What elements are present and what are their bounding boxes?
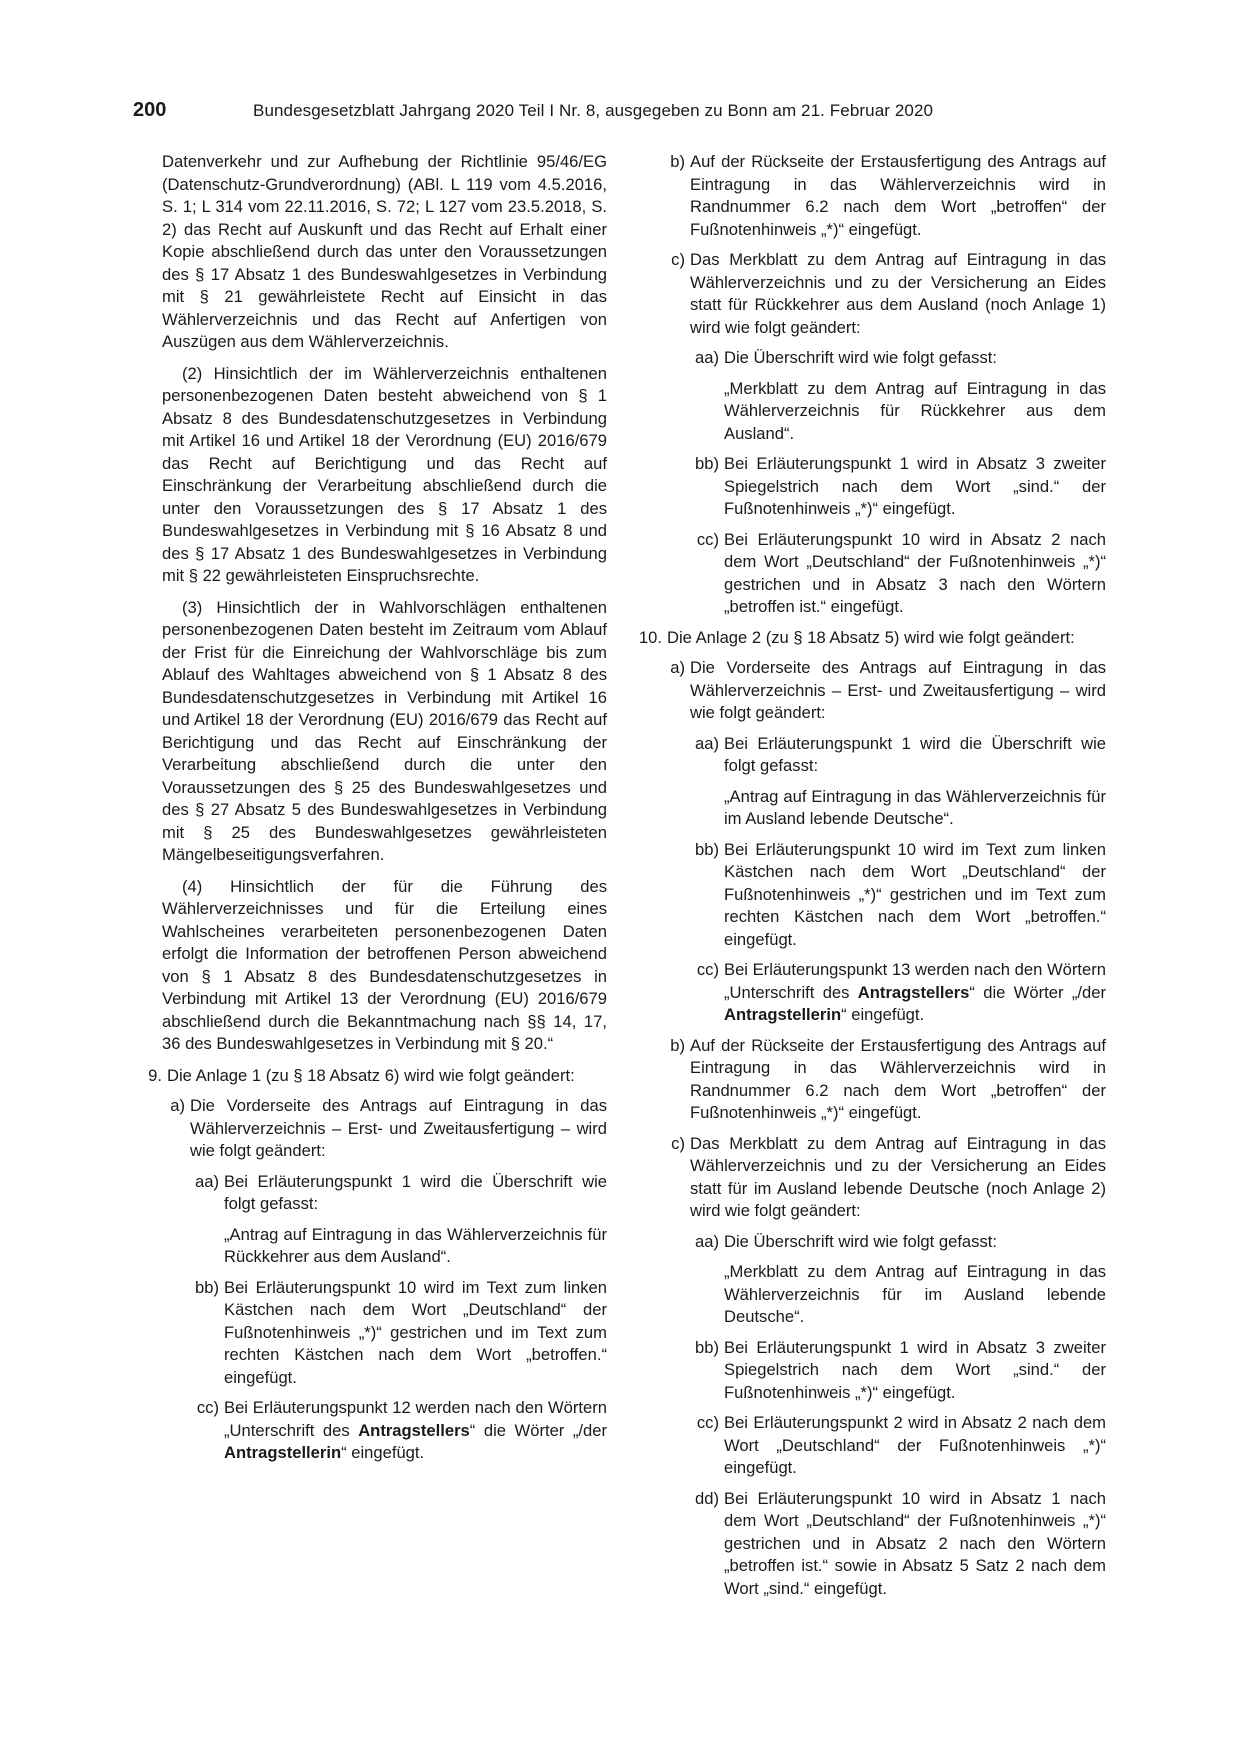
quote: „Merkblatt zu dem Antrag auf Eintragung in das Wählerverzeichnis für Rückkehrer aus dem Ausland“. bbox=[724, 378, 1106, 443]
item-marker: dd) bbox=[695, 1488, 719, 1508]
paragraph: Datenverkehr und zur Aufhebung der Richtlinie 95/46/EG (Datenschutz-Grundverordnung) (ABl. L 119 vom 4.5.2016, S. 1; L 314 vom 22.11.2016, S. 72; L 127 vom 23.5.2018, S. 2) das Recht auf Auskunft und das Recht auf Erhalt einer Kopie abschließend durch das unter den Voraussetzungen des § 17 Absatz 1 des Bundeswahlgesetzes in Verbindung mit § 21 gewährleistete Recht auf Einsicht in das Wählerverzeichnis und das Recht auf Anfertigen von Auszügen aus dem Wählerverzeichnis. bbox=[162, 152, 607, 351]
bold-term: Antragstellerin bbox=[224, 1443, 342, 1462]
item-marker: b) bbox=[670, 1035, 685, 1055]
item-text: Bei Erläuterungspunkt 1 wird die Überschrift wie folgt gefasst: bbox=[224, 1171, 607, 1213]
item-marker: bb) bbox=[195, 1277, 219, 1297]
list-item-dd bbox=[685, 1488, 1106, 1601]
bold-term: Antragstellerin bbox=[724, 1005, 842, 1024]
item-text: Auf der Rückseite der Erstausfertigung des Antrags auf Eintragung in das Wählerverzeichnis wird in Randnummer 6.2 nach dem Wort „betroffen“ der Fußnotenhinweis „*)“ eingefügt. bbox=[690, 152, 1106, 239]
item-text: Bei Erläuterungspunkt 2 wird in Absatz 2 nach dem Wort „Deutschland“ der Fußnotenhinweis „*)“ eingefügt. bbox=[724, 1413, 1106, 1477]
paragraph-4: (4) Hinsichtlich der für die Führung des Wählerverzeichnisses und für die Erteilung eines Wahlscheines verarbeiteten personenbezogenen Daten erfolgt die Information der betroffenen Person abweichend von § 1 Absatz 8 des Bundesdatenschutzgesetzes in Verbindung mit Artikel 13 der Verordnung (EU) 2016/679 abschließend durch die Bekanntmachung nach §§ 14, 17, 36 des Bundeswahlgesetzes in Verbindung mit § 20.“ bbox=[162, 876, 607, 1053]
item-marker: cc) bbox=[696, 960, 719, 979]
item-text: Die Anlage 1 (zu § 18 Absatz 6) wird wie folgt geändert: bbox=[167, 1065, 575, 1085]
list-item-10 bbox=[635, 627, 1106, 650]
list-item-aa bbox=[685, 347, 1106, 370]
list-item-cc bbox=[685, 529, 1106, 619]
item-marker: bb) bbox=[695, 839, 719, 859]
item-text: Bei Erläuterungspunkt 10 wird in Absatz 2 nach dem Wort „Deutschland“ der Fußnotenhinweis „*)“ gestrichen und in Absatz 3 nach den Wörtern „betroffen ist.“ eingefügt. bbox=[724, 529, 1106, 616]
item-text: Das Merkblatt zu dem Antrag auf Eintragung in das Wählerverzeichnis und zu der Versicherung an Eides statt für im Ausland lebende Deutsche (noch Anlage 2) wird wie folgt geändert: bbox=[690, 1133, 1106, 1220]
list-item-a bbox=[662, 657, 1106, 725]
list-item-cc bbox=[685, 959, 1106, 1027]
bold-term: Antragstellers bbox=[857, 982, 970, 1002]
item-text: Die Überschrift wird wie folgt gefasst: bbox=[724, 1231, 997, 1251]
item-text: Bei Erläuterungspunkt 1 wird in Absatz 3 zweiter Spiegelstrich nach dem Wort „sind.“ der Fußnotenhinweis „*)“ eingefügt. bbox=[724, 454, 1106, 518]
item-marker: 9. bbox=[148, 1065, 162, 1085]
item-marker: b) bbox=[670, 152, 685, 171]
item-text: Bei Erläuterungspunkt 1 wird in Absatz 3 zweiter Spiegelstrich nach dem Wort „sind.“ der Fußnotenhinweis „*)“ eingefügt. bbox=[724, 1337, 1106, 1402]
item-text: Das Merkblatt zu dem Antrag auf Eintragung in das Wählerverzeichnis und zu der Versicherung an Eides statt für Rückkehrer aus dem Ausland (noch Anlage 1) wird wie folgt geändert: bbox=[690, 250, 1106, 337]
page-header bbox=[133, 99, 998, 125]
list-item-aa bbox=[685, 733, 1106, 778]
list-item-bb bbox=[685, 1337, 1106, 1405]
item-marker: 10. bbox=[638, 627, 662, 647]
quote: „Merkblatt zu dem Antrag auf Eintragung in das Wählerverzeichnis für im Ausland lebende Deutsche“. bbox=[724, 1262, 1106, 1326]
item-marker: aa) bbox=[695, 348, 719, 367]
list-item-bb bbox=[685, 453, 1106, 521]
list-item-b bbox=[662, 151, 1106, 241]
item-marker: c) bbox=[671, 1133, 685, 1153]
paragraph-3: (3) Hinsichtlich der in Wahlvorschlägen enthaltenen personenbezogenen Daten besteht im Zeitraum vom Ablauf der Frist für die Einreichung der Wahlvorschläge bis zum Ablauf des Wahltages abweichend von § 1 Absatz 8 des Bundesdatenschutzgesetzes in Verbindung mit Artikel 16 und Artikel 18 der Verordnung (EU) 2016/679 das Recht auf Berichtigung und das Recht auf Einschränkung der Verarbeitung abschließend durch die unter den Voraussetzungen des § 25 des Bundeswahlgesetzes und des § 27 Absatz 5 des Bundeswahlgesetzes in Verbindung mit § 25 des Bundeswahlgesetzes gewährleisteten Mängelbeseitigungsverfahren. bbox=[162, 597, 607, 864]
paragraph-2: (2) Hinsichtlich der im Wählerverzeichnis enthaltenen personenbezogenen Daten besteht abweichend von § 1 Absatz 8 des Bundesdatenschutzgesetzes in Verbindung mit Artikel 16 und Artikel 18 der Verordnung (EU) 2016/679 das Recht auf Berichtigung und das Recht auf Einschränkung der Verarbeitung abschließend durch die unter den Voraussetzungen des § 17 Absatz 1 des Bundeswahlgesetzes in Verbindung mit § 16 Absatz 8 und des § 17 Absatz 1 des Bundeswahlgesetzes in Verbindung mit § 22 gewährleisteten Einspruchsrechte. bbox=[162, 363, 607, 585]
item-text: Auf der Rückseite der Erstausfertigung des Antrags auf Eintragung in das Wählerverzeichnis wird in Randnummer 6.2 nach dem Wort „betroffen“ der Fußnotenhinweis „*)“ eingefügt. bbox=[690, 1035, 1106, 1122]
quote: „Antrag auf Eintragung in das Wählerverzeichnis für Rückkehrer aus dem Ausland“. bbox=[224, 1224, 607, 1266]
item-marker: bb) bbox=[695, 1337, 719, 1357]
item-text: Bei Erläuterungspunkt 10 wird in Absatz 1 nach dem Wort „Deutschland“ der Fußnotenhinweis „*)“ gestrichen und in Absatz 2 nach den Wörtern „betroffen ist.“ sowie in Absatz 5 Satz 2 nach dem Wort „sind.“ eingefügt. bbox=[724, 1488, 1106, 1598]
item-text: Die Vorderseite des Antrags auf Eintragung in das Wählerverzeichnis – Erst- und Zweitausfertigung – wird wie folgt geändert: bbox=[190, 1096, 607, 1160]
item-marker: aa) bbox=[695, 1231, 719, 1251]
item-marker: a) bbox=[670, 658, 685, 677]
list-item-c bbox=[662, 1133, 1106, 1223]
item-text: Die Überschrift wird wie folgt gefasst: bbox=[724, 348, 997, 367]
item-marker: cc) bbox=[196, 1398, 219, 1417]
item-text: Bei Erläuterungspunkt 10 wird im Text zum linken Kästchen nach dem Wort „Deutschland“ der Fußnotenhinweis „*)“ gestrichen und im Text zum rechten Kästchen nach dem Wort „betroffen.“ eingefügt. bbox=[724, 839, 1106, 949]
list-item-aa bbox=[685, 1231, 1106, 1254]
list-item-cc bbox=[185, 1397, 607, 1465]
item-text: Bei Erläuterungspunkt 1 wird die Überschrift wie folgt gefasst: bbox=[724, 733, 1106, 775]
item-marker: bb) bbox=[695, 454, 719, 473]
item-marker: cc) bbox=[696, 529, 719, 549]
item-text: Bei Erläuterungspunkt 10 wird im Text zum linken Kästchen nach dem Wort „Deutschland“ der Fußnotenhinweis „*)“ gestrichen und im Text zum rechten Kästchen nach dem Wort „betroffen.“ eingefügt. bbox=[224, 1277, 607, 1387]
list-item-b bbox=[662, 1035, 1106, 1125]
item-text: Bei Erläuterungspunkt 13 werden nach den Wörtern „Unterschrift des Antragstellers“ die Wörter „/der Antragstellerin“ eingefügt. bbox=[724, 960, 1106, 1024]
list-item-bb bbox=[685, 839, 1106, 952]
right-column bbox=[635, 151, 1106, 1608]
list-item-9 bbox=[135, 1065, 607, 1088]
list-item-a bbox=[162, 1095, 607, 1163]
list-item-cc bbox=[685, 1412, 1106, 1480]
header-title: Bundesgesetzblatt Jahrgang 2020 Teil I Nr. 8, ausgegeben zu Bonn am 21. Februar 2020 bbox=[253, 101, 934, 120]
item-text: Die Anlage 2 (zu § 18 Absatz 5) wird wie folgt geändert: bbox=[667, 627, 1075, 647]
item-marker: cc) bbox=[696, 1413, 719, 1432]
list-item-c bbox=[662, 249, 1106, 339]
item-marker: a) bbox=[170, 1096, 185, 1115]
list-item-bb bbox=[185, 1277, 607, 1390]
item-marker: aa) bbox=[195, 1171, 219, 1191]
page-number: 200 bbox=[133, 99, 167, 121]
list-item-aa bbox=[185, 1171, 607, 1216]
item-text: Die Vorderseite des Antrags auf Eintragung in das Wählerverzeichnis – Erst- und Zweitausfertigung – wird wie folgt geändert: bbox=[690, 658, 1106, 722]
item-text: Bei Erläuterungspunkt 12 werden nach den Wörtern „Unterschrift des Antragstellers“ die Wörter „/der Antragstellerin“ eingefügt. bbox=[224, 1398, 607, 1462]
left-column bbox=[148, 151, 607, 1473]
item-marker: c) bbox=[671, 250, 685, 269]
item-marker: aa) bbox=[695, 733, 719, 753]
quote: „Antrag auf Eintragung in das Wählerverzeichnis für im Ausland lebende Deutsche“. bbox=[724, 786, 1106, 828]
bold-term: Antragstellers bbox=[358, 1420, 470, 1440]
